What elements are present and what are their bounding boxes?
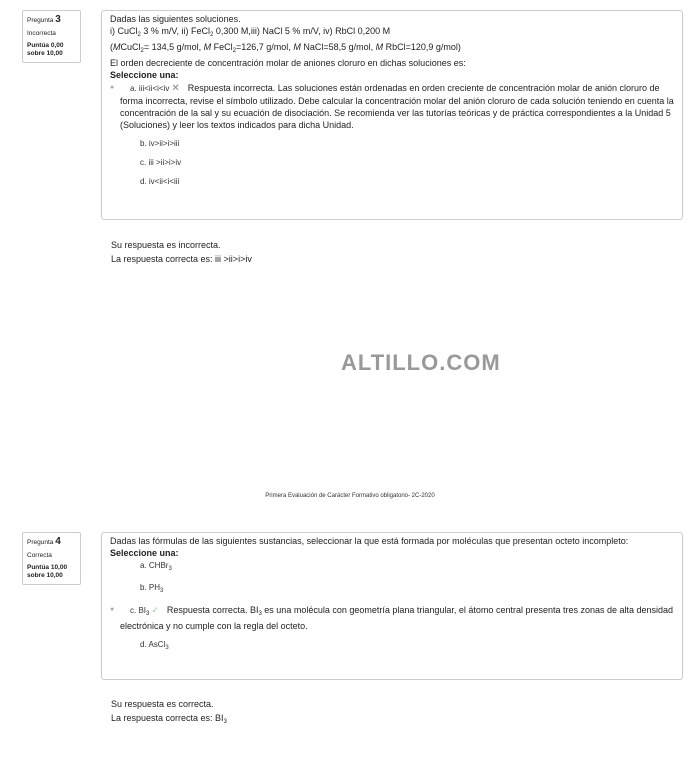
option-a[interactable]: a. CHBr$_3$	[140, 561, 172, 572]
option-d[interactable]: d. iv<ii<i<iii	[140, 177, 180, 186]
option-b[interactable]: b. iv>ii>i>iii	[140, 139, 180, 148]
option-a[interactable]: ● a. iii<ii<i<iv ✕ Respuesta incorrecta. Las soluciones están ordenadas en orden creciente de concentración molar de anión cloruro de forma incorrecta, revise el símbolo utilizado. Debe calcular la concentración molar del anión cloruro de cada solución teniendo en cuenta la concentración de la sal y su ecuación de disociación. Se recomienda ver las tutorías teóricas y de práctica correspondientes a la Unidad 5 (Soluciones) y leer los textos indicados para dicha Unidad.	[110, 83, 674, 130]
question-info-4	[22, 532, 81, 585]
option-feedback: Respuesta incorrecta. Las soluciones están ordenadas en orden creciente de concentración molar de anión cloruro de forma incorrecta, revise el símbolo utilizado. Debe calcular la concentración molar del anión cloruro de cada solución teniendo en cuenta la concentración de la sal y su ecuación de disociación. Se recomienda ver las tutorías teóricas y de práctica correspondientes a la Unidad 5 (Soluciones) y leer los textos indicados para dicha Unidad.	[120, 83, 674, 130]
correct-answer-text: La respuesta correcta es: iii >ii>i>iv	[111, 254, 252, 264]
watermark: ALTILLO.COM	[341, 350, 501, 375]
option-c[interactable]: c. iii >ii>i>iv	[140, 158, 182, 167]
radio-selected-icon[interactable]: ●	[110, 84, 115, 91]
question-grade: Puntúa 0,00 sobre 10,00	[27, 41, 64, 57]
result-text: Su respuesta es incorrecta.	[111, 240, 221, 250]
question-grade: Puntúa 10,00 sobre 10,00	[27, 563, 68, 579]
question-label: Pregunta	[27, 539, 54, 546]
question-intro: Dadas las siguientes soluciones.	[110, 14, 241, 24]
question-content-4	[101, 532, 683, 680]
question-text: Dadas las fórmulas de las siguientes sustancias, seleccionar la que está formada por moléculas que presentan octeto incompleto:	[110, 536, 629, 546]
question-feedback-4	[111, 697, 227, 729]
select-label: Seleccione una:	[110, 70, 179, 80]
question-status: Incorrecta	[27, 30, 56, 37]
select-label: Seleccione una:	[110, 548, 179, 558]
question-number: 3	[55, 14, 61, 25]
question-info-3	[22, 10, 81, 63]
question-text: El orden decreciente de concentración molar de aniones cloruro en dichas soluciones es:	[110, 58, 466, 68]
molar-mass-line: (MCuCl$_2$= 134,5 g/mol, M FeCl$_2$=126,7 g/mol, M NaCl=58,5 g/mol, M RbCl=120,9 g/mol)	[110, 42, 461, 54]
page-footer: Primera Evaluación de Carácter Formativo obligatorio- 2C-2020	[265, 493, 435, 499]
question-number: 4	[55, 536, 61, 547]
question-label: Pregunta	[27, 17, 54, 24]
option-c[interactable]: ● c. $BI_3$ ✓ Respuesta correcta. $BI_3$ es una molécula con geometría plana triangular, el átomo central presenta tres zonas de alta densidad electrónica y no cumple con la regla del octeto.	[110, 605, 674, 631]
result-text: Su respuesta es correcta.	[111, 699, 214, 709]
option-d[interactable]: d. AsCl$_3$	[140, 640, 169, 651]
option-b[interactable]: b. $PH_3$	[140, 583, 164, 594]
radio-selected-icon[interactable]: ●	[110, 606, 115, 613]
solutions-line: i) CuCl$_2$ 3 % m/V, ii) FeCl$_2$ 0,300 M,iii) NaCl 5 % m/V, iv) RbCl 0,200 M	[110, 26, 391, 38]
incorrect-icon: ✕	[171, 83, 180, 94]
correct-answer-text: La respuesta correcta es: $BI_3$	[111, 713, 227, 725]
correct-icon: ✓	[151, 605, 159, 615]
option-feedback: Respuesta correcta. $BI_3$ es una molécula con geometría plana triangular, el átomo central presenta tres zonas de alta densidad electrónica y no cumple con la regla del octeto.	[120, 605, 674, 631]
question-status: Correcta	[27, 552, 52, 559]
question-content-3	[101, 10, 683, 220]
question-feedback-3	[111, 238, 252, 266]
